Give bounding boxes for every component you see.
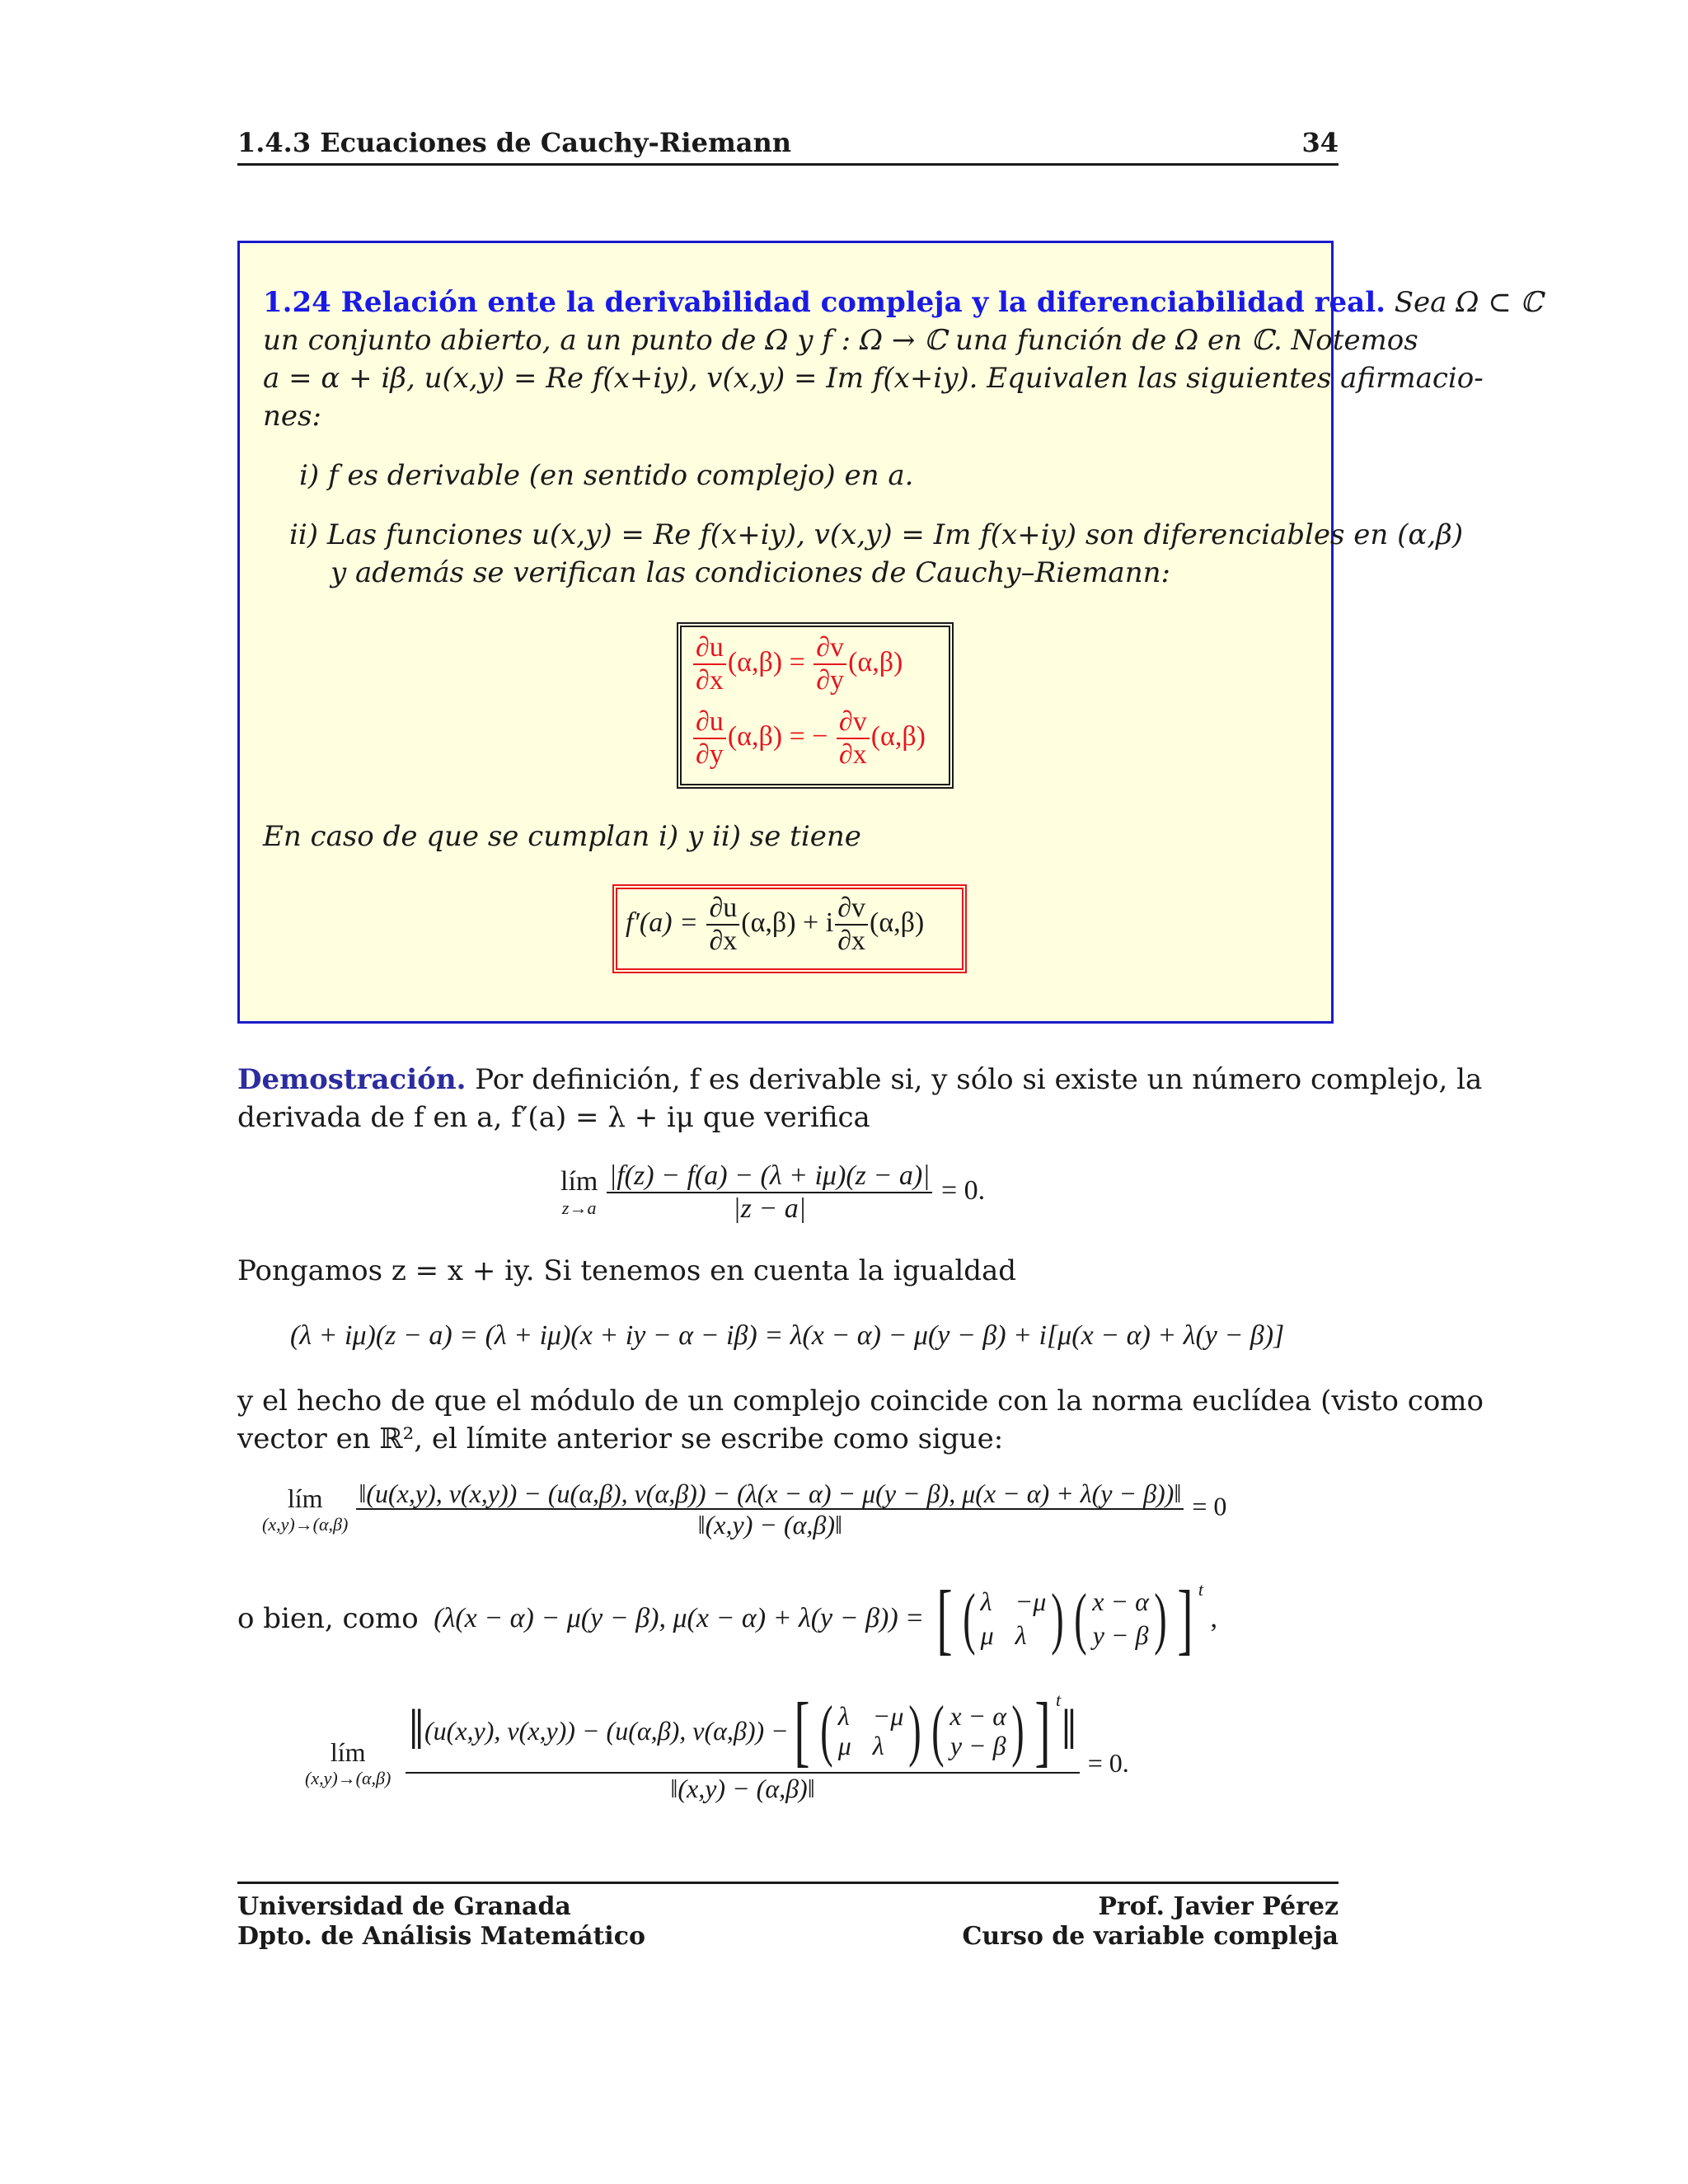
theorem-intro-3: a = α + iβ, u(x,y) = Re f(x+iy), v(x,y) = Im f(x+iy). Equivalen las siguientes afirmacio-: [263, 362, 1484, 395]
item-ii-line-1: ii) Las funciones u(x,y) = Re f(x+iy), v(x,y) = Im f(x+iy) son diferenciables en (α,β): [289, 518, 1464, 551]
running-header: [237, 124, 1339, 166]
cr2-num1: ∂u: [693, 708, 726, 739]
lim3-den: ‖(x,y) − (α,β)‖: [670, 1774, 815, 1803]
fp-den1: ∂x: [709, 926, 738, 956]
m-a12: −μ: [1015, 1586, 1047, 1616]
theorem-intro-2: un conjunto abierto, a un punto de Ω y f : Ω → ℂ una función de Ω en ℂ. Notemos: [263, 324, 1418, 357]
expansion-equation: (λ + iμ)(z − a) = (λ + iμ)(x + iy − α − iβ) = λ(x − α) − μ(y − β) + i[μ(x − α) + λ(y − β)]: [290, 1320, 1285, 1351]
v-2: y − β: [1092, 1620, 1149, 1650]
footer-department: Dpto. de Análisis Matemático: [237, 1922, 645, 1951]
cr2-mid: (α,β) = −: [727, 720, 828, 752]
fp-end: (α,β): [870, 907, 925, 938]
matrix-equation: [237, 1574, 1217, 1662]
lim1-num: |f(z) − f(a) − (λ + iμ)(z − a)|: [607, 1162, 933, 1193]
cr2-den2: ∂x: [838, 739, 867, 770]
footer-course: Curso de variable compleja: [962, 1922, 1339, 1951]
cr-equation-2: [692, 708, 926, 769]
section-title: 1.4.3 Ecuaciones de Cauchy-Riemann: [237, 127, 792, 158]
lim3-sub: (x,y)→(α,β): [305, 1767, 392, 1788]
limit-equation-1: [560, 1162, 985, 1223]
trailing-comma: ,: [1210, 1603, 1217, 1633]
footer-author: Prof. Javier Pérez: [1098, 1892, 1339, 1921]
footer-university: Universidad de Granada: [237, 1892, 571, 1921]
theorem-title: 1.24 Relación ente la derivabilidad compleja y la diferenciabilidad real.: [263, 286, 1386, 319]
m2-a12: −μ: [872, 1701, 904, 1731]
proof-line-2: derivada de f en a, f′(a) = λ + iμ que verifica: [237, 1101, 870, 1134]
lim3-num-lhs: (u(x,y), v(x,y)) − (u(α,β), v(α,β)) −: [424, 1716, 789, 1746]
m-a21: μ: [980, 1620, 994, 1650]
cr1-mid: (α,β) =: [727, 646, 805, 677]
lim3-op: lím: [330, 1736, 366, 1767]
fprime-lhs: f′(a) =: [626, 907, 698, 938]
cr-equation-1: [692, 634, 903, 695]
v2-2: y − β: [950, 1731, 1006, 1760]
proof-label: Demostración.: [237, 1063, 467, 1096]
cr2-end: (α,β): [870, 720, 926, 752]
lim2-num: ‖(u(x,y), v(x,y)) − (u(α,β), v(α,β)) − (λ(x − α) − μ(y − β), μ(x − α) + λ(y − β))‖: [356, 1480, 1184, 1510]
proof-line-1: [237, 1063, 1482, 1096]
fp-den2: ∂x: [837, 926, 865, 956]
cr2-den1: ∂y: [696, 739, 724, 770]
lim3-rhs: = 0.: [1087, 1747, 1129, 1778]
fp-mid: (α,β) + i: [741, 907, 834, 938]
cr1-den2: ∂y: [816, 665, 845, 696]
cr2-num2: ∂v: [837, 708, 870, 739]
v2-1: x − α: [950, 1701, 1006, 1731]
transpose-mark: t: [1198, 1579, 1203, 1600]
page-footer: [237, 1882, 1339, 1951]
proof-line-4: y el hecho de que el módulo de un complejo coincide con la norma euclídea (visto como: [237, 1385, 1484, 1418]
lim1-den: |z − a|: [733, 1193, 807, 1224]
item-i: i) f es derivable (en sentido complejo) en a.: [299, 459, 914, 492]
lim1-sub: z→a: [561, 1197, 597, 1218]
m2-a21: μ: [837, 1731, 851, 1760]
cr1-den1: ∂x: [696, 665, 724, 696]
conclusion-text: En caso de que se cumplan i) y ii) se tiene: [263, 820, 861, 853]
cr1-end: (α,β): [848, 646, 903, 677]
lim2-rhs: = 0: [1192, 1491, 1227, 1521]
theorem-intro-1: Sea Ω ⊂ ℂ: [1394, 286, 1543, 319]
theorem-intro-4: nes:: [263, 400, 321, 433]
derivative-formula-box: [612, 884, 967, 973]
proof-line-6: o bien, como: [237, 1602, 419, 1635]
v-1: x − α: [1092, 1586, 1149, 1616]
lim1-op: lím: [560, 1166, 598, 1197]
fp-num1: ∂u: [706, 894, 739, 926]
m2-a22: λ: [872, 1731, 884, 1760]
transpose-mark-2: t: [1055, 1690, 1062, 1710]
lim1-rhs: = 0.: [940, 1174, 986, 1206]
m-a22: λ: [1015, 1620, 1027, 1650]
theorem-box: [237, 241, 1543, 1024]
theorem-line-1: [263, 286, 1543, 319]
matrix-product: [ ( λ −μ μ λ ) ( x − α y − β ) ] $^t$: [936, 1574, 1203, 1662]
m2-a11: λ: [837, 1701, 850, 1731]
proof-line-1-text: Por definición, f es derivable si, y sólo si existe un número complejo, la: [466, 1063, 1483, 1096]
page-number: 34: [1301, 127, 1339, 158]
vec-lhs: (λ(x − α) − μ(y − β), μ(x − α) + λ(y − β)) =: [434, 1603, 925, 1633]
proof-line-3: Pongamos z = x + iy. Si tenemos en cuenta la igualdad: [237, 1254, 1017, 1287]
cr1-num1: ∂u: [693, 634, 726, 665]
lim2-sub: (x,y)→(α,β): [262, 1513, 349, 1535]
limit-equation-2: [262, 1480, 1226, 1538]
item-ii-line-2: y además se verifican las condiciones de Cauchy–Riemann:: [331, 556, 1170, 589]
limit-equation-3: lím (x,y)→(α,β) ‖ (u(x,y), v(x,y)) − (u(α,β), v(α,β)) − [ ( λ −μ μ λ ) ( x − α y − β ) ] $^t$ ‖ ‖(x,y) − (α,β)‖ = 0.: [305, 1686, 1129, 1803]
lim2-den: ‖(x,y) − (α,β)‖: [697, 1510, 842, 1540]
lim2-op: lím: [287, 1483, 323, 1513]
proof-line-5: vector en ℝ², el límite anterior se escribe como sigue:: [237, 1422, 1004, 1455]
m-a11: λ: [980, 1586, 992, 1616]
fp-num2: ∂v: [835, 894, 868, 926]
derivative-formula: [626, 894, 924, 955]
cauchy-riemann-equations-box: [677, 622, 954, 789]
cr1-num2: ∂v: [814, 634, 846, 665]
